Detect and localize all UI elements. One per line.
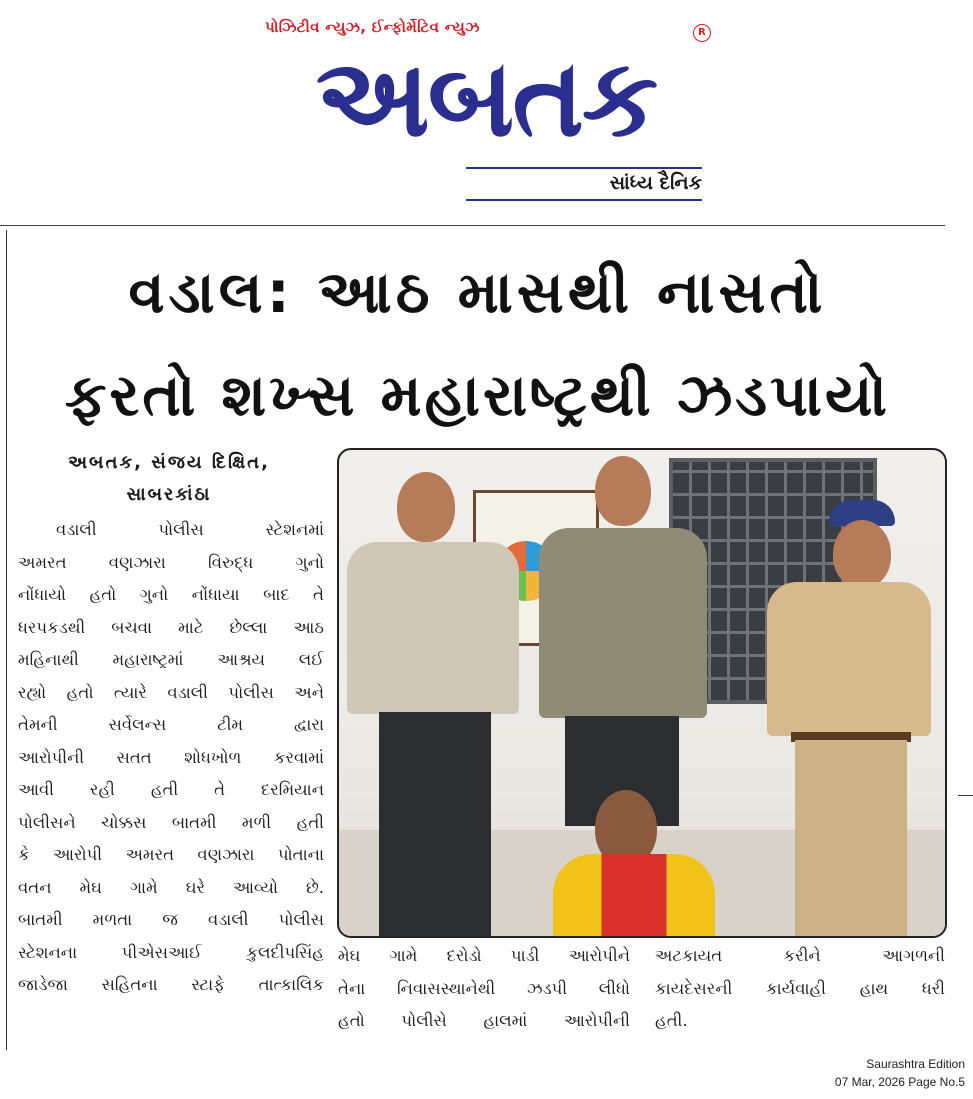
masthead-tagline: પોઝિટીવ ન્યુઝ, ઈન્ફોર્મેટિવ ન્યુઝ <box>265 18 480 36</box>
body-line: વતન મેઘ ગામે ઘરે આવ્યો છે. <box>18 877 324 897</box>
body-line: સ્ટેશનના પીએસઆઈ કુલદીપસિંહ <box>18 942 324 962</box>
masthead-divider <box>466 199 702 201</box>
news-photo <box>337 448 947 938</box>
article-column-1 <box>18 514 324 1002</box>
body-line: પોલીસને ચોક્કસ બાતમી મળી હતી <box>18 812 324 832</box>
body-line: બાતમી મળતા જ વડાલી પોલીસ <box>18 910 324 929</box>
body-line: નોંધાયો હતો ગુનો નોંધાયા બાદ તે <box>18 585 324 604</box>
registered-mark-icon: R <box>693 24 711 42</box>
body-line: વડાલી પોલીસ સ્ટેશનમાં <box>56 520 324 539</box>
newspaper-logo: અબતક <box>315 36 657 161</box>
body-line: તેના નિવાસસ્થાનેથી ઝડપી લીધો <box>338 978 630 998</box>
body-line: અમરત વણઝારા વિરુદ્ધ ગુનો <box>18 552 324 572</box>
person-shirt <box>539 528 707 718</box>
side-tick-rule <box>958 795 973 796</box>
body-line: તેમની સર્વેલન્સ ટીમ દ્વારા <box>18 715 324 734</box>
police-trousers <box>795 740 907 936</box>
byline: અબતક, સંજય દિક્ષિત, <box>68 452 270 473</box>
body-line: કે આરોપી અમરત વણઝારા પોતાના <box>18 845 324 864</box>
person-head <box>595 456 651 526</box>
edition-label: Saurashtra Edition <box>866 1057 965 1071</box>
body-line: ધરપકડથી બચવા માટે છેલ્લા આઠ <box>18 617 324 637</box>
masthead-subtitle: સાંધ્ય દૈનિક <box>609 172 702 194</box>
left-column-rule <box>6 230 7 1050</box>
headline-line-1: વડાલ: આઠ માસથી નાસતો <box>128 258 827 326</box>
body-line: હતી. <box>655 1011 688 1030</box>
article-column-2 <box>338 940 630 1038</box>
page-info: 07 Mar, 2026 Page No.5 <box>834 1075 965 1089</box>
police-uniform <box>767 582 931 736</box>
article-column-3 <box>655 940 945 1038</box>
byline-location: સાબરકાંઠા <box>126 484 212 505</box>
person-head <box>833 520 891 588</box>
headline-line-2: ફરતો શખ્સ મહારાષ્ટ્રથી ઝડપાયો <box>64 361 890 429</box>
person-shirt <box>553 854 715 936</box>
body-line: આવી રહી હતી તે દરમિયાન <box>18 780 324 799</box>
body-line: કાયદેસરની કાર્યવાહી હાથ ધરી <box>655 978 945 998</box>
person-trousers <box>379 712 491 936</box>
body-line: મેઘ ગામે દરોડો પાડી આરોપીને <box>338 946 630 965</box>
masthead-divider <box>466 167 702 169</box>
person-head <box>397 472 455 542</box>
body-line: જાડેજા સહિતના સ્ટાફે તાત્કાલિક <box>18 975 324 994</box>
person-shirt <box>347 542 519 714</box>
body-line: અટકાયત કરીને આગળની <box>655 946 945 965</box>
body-line: હતો પોલીસે હાલમાં આરોપીની <box>338 1011 630 1030</box>
body-line: રહ્યો હતો ત્યારે વડાલી પોલીસ અને <box>18 682 324 702</box>
body-line: મહિનાથી મહારાષ્ટ્રમાં આશ્રય લઈ <box>18 650 324 669</box>
body-line: આરોપીની સતત શોધખોળ કરવામાં <box>18 747 324 767</box>
top-rule <box>0 225 945 226</box>
